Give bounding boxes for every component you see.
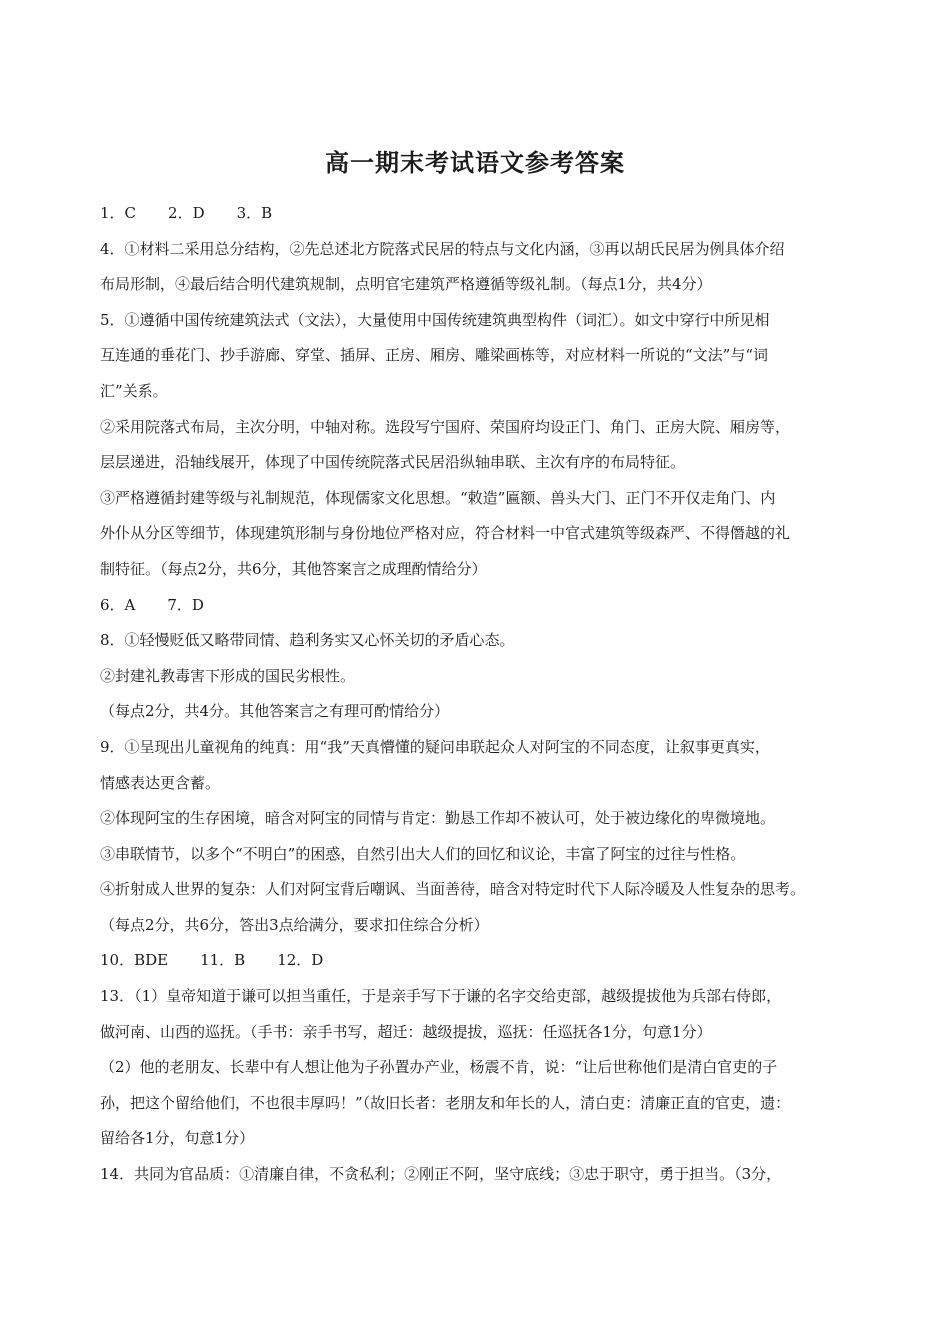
answer-line [100, 837, 860, 873]
answer-text: 1．C [100, 204, 137, 222]
answer-line [100, 374, 860, 410]
answer-text: 3．B [236, 204, 273, 222]
answer-line [100, 801, 860, 837]
answer-text: ②体现阿宝的生存困境，暗含对阿宝的同情与肯定：勤恳工作却不被认可，处于被边缘化的卑微境地。 [100, 809, 776, 828]
answer-line [100, 338, 860, 374]
answer-text: （每点2分，共6分，答出3点给满分，要求扣住综合分析） [100, 915, 489, 934]
answer-text: 2．D [168, 204, 205, 222]
answer-text: 14．共同为官品质：①清廉自律，不贪私利；②刚正不阿，坚守底线；③忠于职守，勇于担当。（3分， [100, 1165, 782, 1184]
answer-text: 留给各1分，句意1分） [100, 1129, 255, 1148]
answer-text: ③严格遵循封建等级与礼制规范，体现儒家文化思想。“敕造”匾额、兽头大门、正门不开仅走角门、内 [100, 488, 776, 507]
answer-line [100, 267, 860, 303]
answer-line [100, 908, 860, 944]
answer-line [100, 730, 860, 766]
answer-text: 情感表达更含蓄。 [100, 773, 221, 792]
answer-text: 制特征。（每点2分，共6分，其他答案言之成理酌情给分） [100, 559, 487, 578]
answer-text: 8．①轻慢贬低又略带同情、趋利务实又心怀关切的矛盾心态。 [100, 631, 515, 650]
answer-text: 布局形制，④最后结合明代建筑规制，点明官宅建筑严格遵循等级礼制。（每点1分，共4分） [100, 275, 712, 294]
answer-text: （2）他的老朋友、长辈中有人想让他为子孙置办产业，杨震不肯，说：“让后世称他们是清白官吏的子 [100, 1058, 778, 1077]
answer-line [100, 1121, 860, 1157]
answer-line [100, 766, 860, 802]
page-title: 高一期末考试语文参考答案 [325, 149, 625, 177]
answer-text: ④折射成人世界的复杂：人们对阿宝背后嘲讽、当面善待，暗含对特定时代下人际冷暖及人性复杂的思考。 [100, 880, 806, 899]
answer-body [100, 196, 860, 1193]
answer-text: 10．BDE [100, 951, 169, 970]
answer-text: 13．（1）皇帝知道于谦可以担当重任，于是亲手写下于谦的名字交给吏部，越级提拔他为兵部右侍郎， [100, 987, 782, 1006]
answer-text: 外仆从分区等细节，体现建筑形制与身份地位严格对应，符合材料一中官式建筑等级森严、不得僭越的礼 [100, 524, 791, 543]
answer-line [100, 1050, 860, 1086]
answer-text: ③串联情节，以多个“不明白”的困惑，自然引出大人们的回忆和议论，丰富了阿宝的过往与性格。 [100, 844, 746, 863]
answer-text: 汇”关系。 [100, 381, 168, 400]
answer-text: 7．D [167, 595, 204, 614]
answer-text: 互连通的垂花门、抄手游廊、穿堂、插屏、正房、厢房、雕梁画栋等，对应材料一所说的“文法”与“词 [100, 346, 769, 365]
answer-line [100, 1157, 860, 1193]
answer-text: 12．D [277, 951, 324, 970]
answer-text: 4．①材料二采用总分结构，②先总述北方院落式民居的特点与文化内涵，③再以胡氏民居为例具体介绍 [100, 239, 785, 258]
answer-text: 9．①呈现出儿童视角的纯真：用“我”天真懵懂的疑问串联起众人对阿宝的不同态度，让叙事更真实， [100, 737, 770, 756]
answer-line [100, 943, 860, 979]
answer-line [100, 516, 860, 552]
answer-line [100, 623, 860, 659]
answer-text: ②封建礼教毒害下形成的国民劣根性。 [100, 666, 356, 685]
answer-line [100, 659, 860, 695]
answer-line [100, 979, 860, 1015]
answer-text: 6．A [100, 595, 136, 614]
answer-text: 层层递进，沿轴线展开，体现了中国传统院落式民居沿纵轴串联、主次有序的布局特征。 [100, 453, 686, 472]
answer-line [100, 481, 860, 517]
answer-line [100, 303, 860, 339]
answer-line [100, 1015, 860, 1051]
answer-text: 孙，把这个留给他们，不也很丰厚吗！”（故旧长者：老朋友和年长的人，清白吏：清廉正直的官吏，遗： [100, 1093, 791, 1112]
answer-text: 11．B [200, 951, 246, 970]
answer-text: （每点2分，共4分。其他答案言之有理可酌情给分） [100, 702, 450, 721]
answer-line [100, 410, 860, 446]
answer-text: ②采用院落式布局，主次分明，中轴对称。选段写宁国府、荣国府均设正门、角门、正房大院、厢房等， [100, 417, 791, 436]
answer-line [100, 694, 860, 730]
answer-text: 5．①遵循中国传统建筑法式（文法），大量使用中国传统建筑典型构件（词汇）。如文中穿行中所见相 [100, 310, 770, 329]
answer-line [100, 445, 860, 481]
answer-line [100, 588, 860, 624]
answer-line [100, 872, 860, 908]
answer-line [100, 1086, 860, 1122]
answer-text: 做河南、山西的巡抚。（手书：亲手书写，超迁：越级提拔，巡抚：任巡抚各1分，句意1分） [100, 1022, 712, 1041]
answer-line [100, 232, 860, 268]
answer-line [100, 196, 860, 232]
answer-line [100, 552, 860, 588]
